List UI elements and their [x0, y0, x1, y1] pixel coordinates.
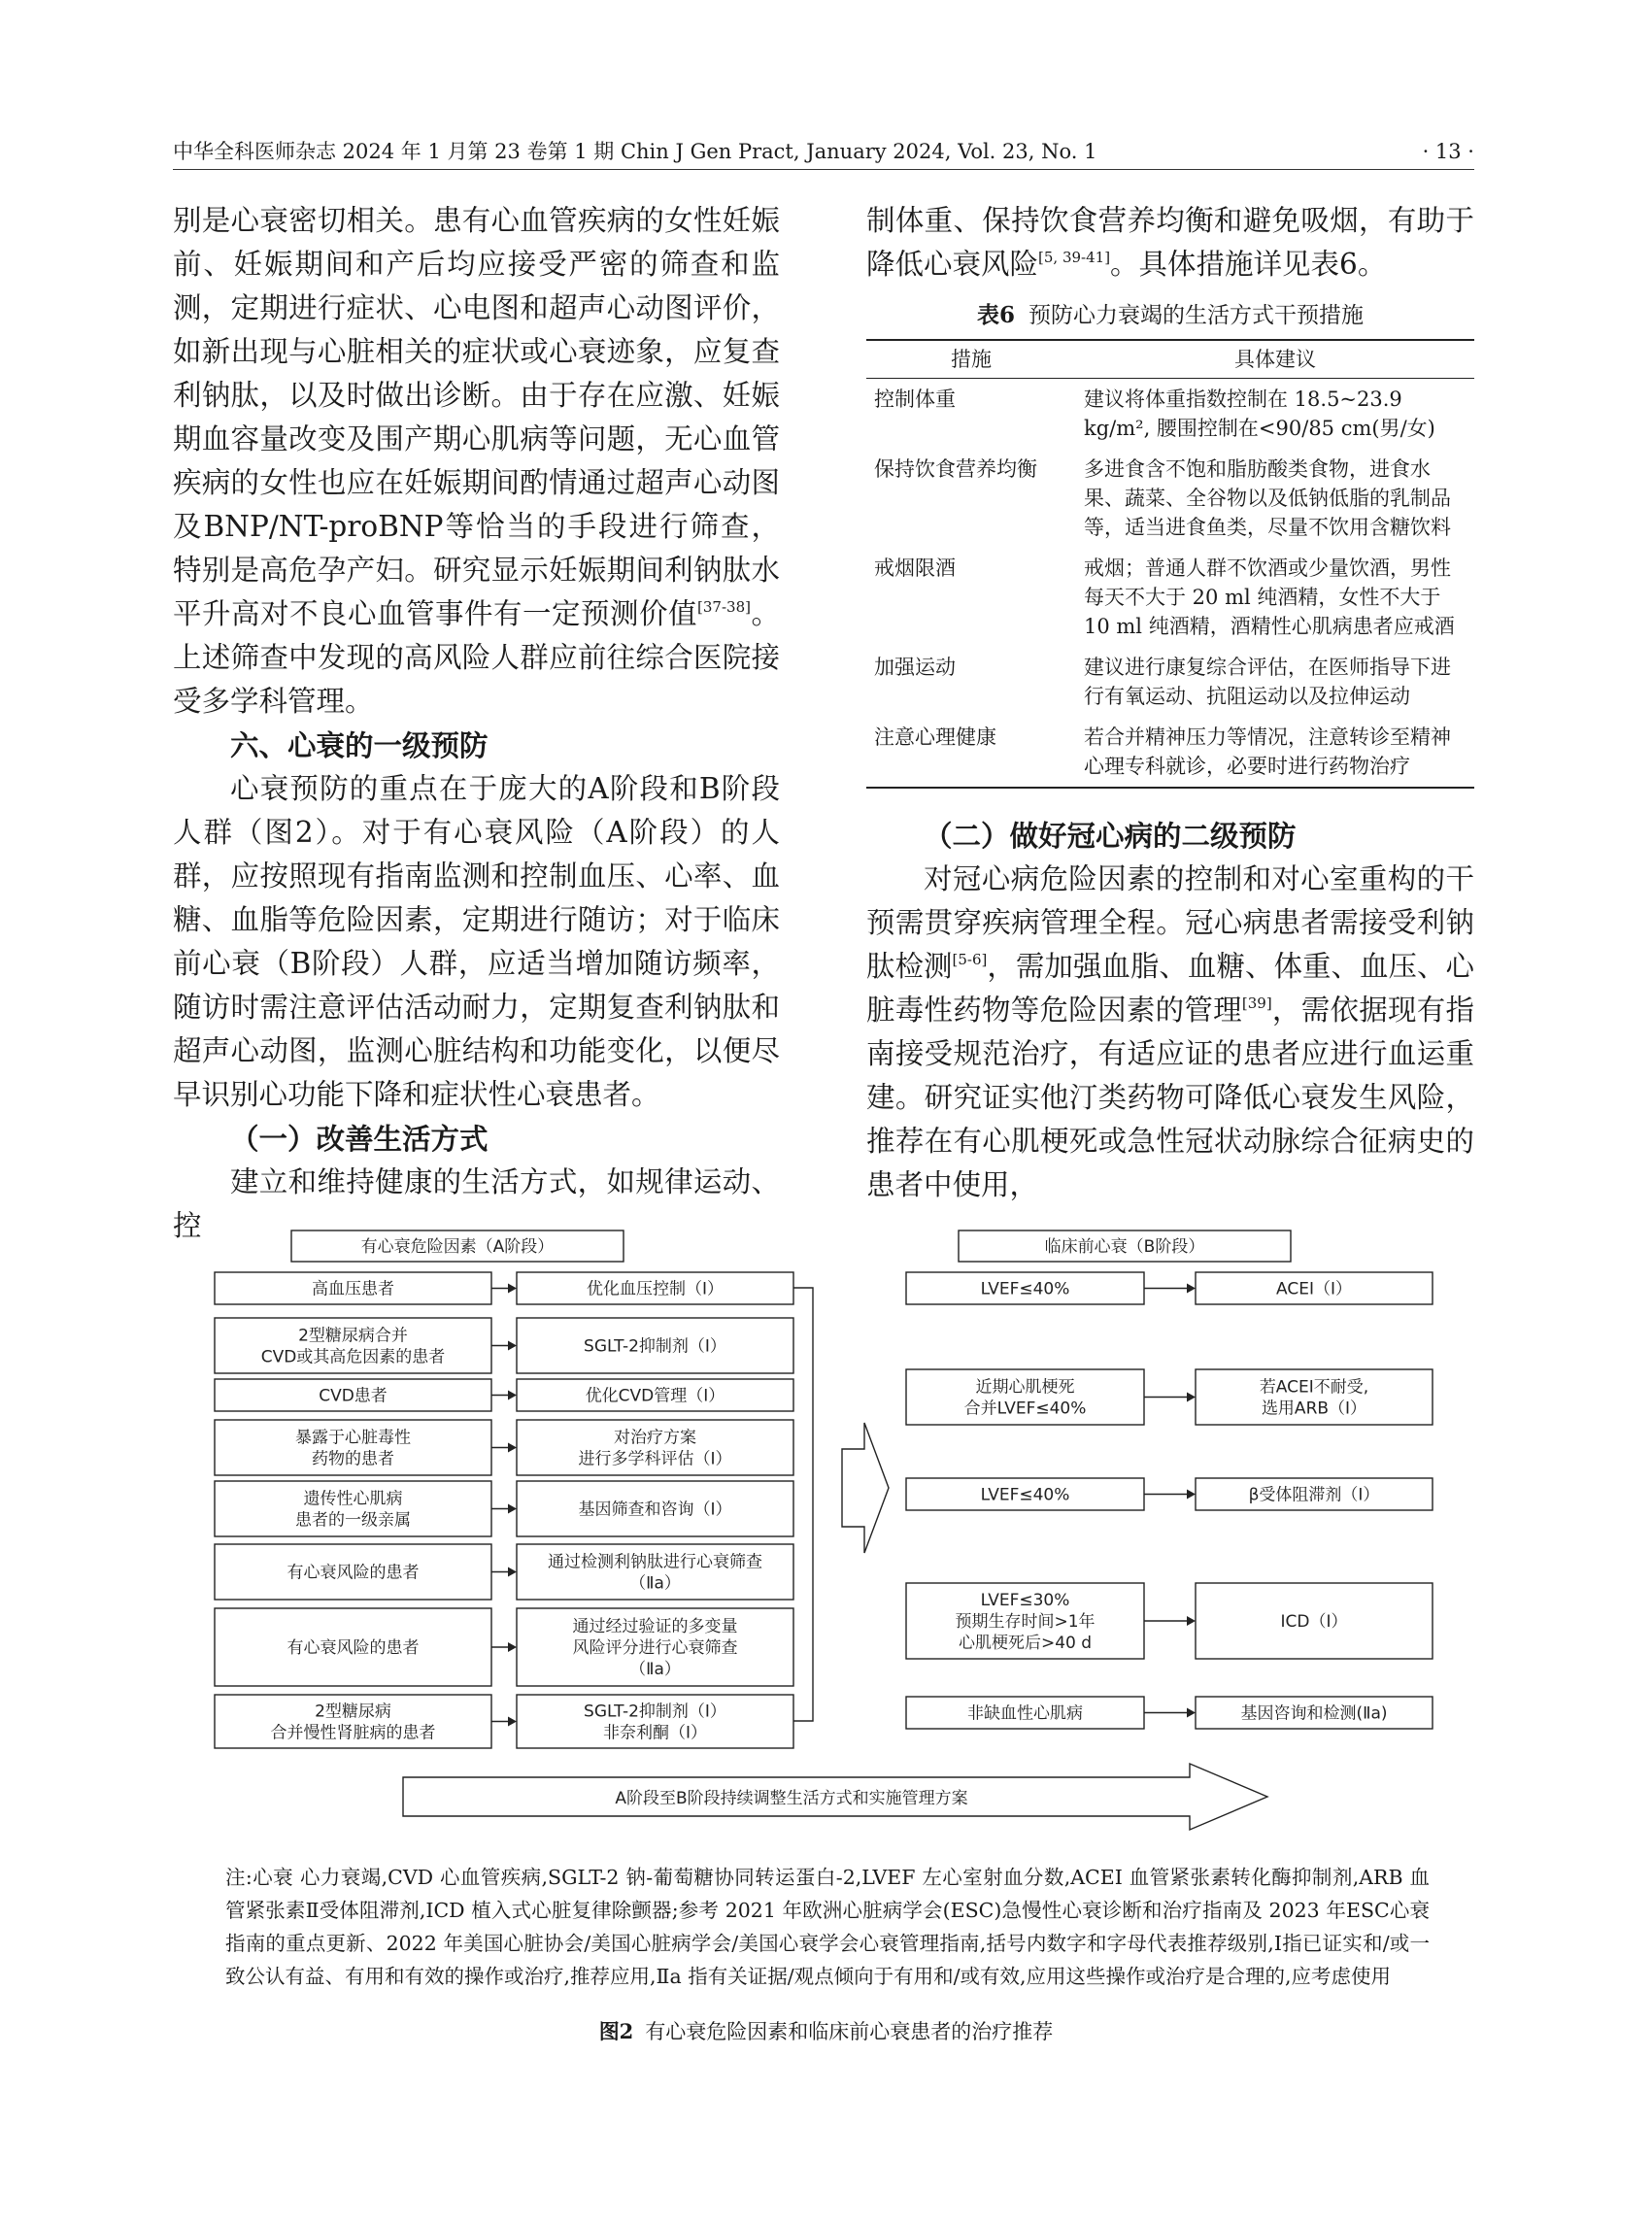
connector-arrow-head	[508, 1443, 517, 1453]
citation: [5, 39-41]	[1038, 249, 1111, 266]
figure-caption: 图2 有心衰危险因素和临床前心衰患者的治疗推荐	[598, 2019, 1054, 2043]
table-header: 具体建议	[1076, 340, 1474, 379]
stage-b-recommendation-label: 基因咨询和检测(Ⅱa)	[1240, 1703, 1388, 1724]
bracket-line	[793, 1288, 813, 1721]
stage-a-condition-label: 有心衰风险的患者	[287, 1563, 420, 1583]
running-header	[173, 134, 1474, 170]
connector-arrow-head	[508, 1504, 517, 1514]
page-number: · 13 ·	[1422, 140, 1474, 163]
measure-cell: 保持饮食营养均衡	[874, 457, 1037, 481]
connector-arrow-head	[508, 1341, 517, 1351]
stage-b-condition-label: LVEF≤40%	[980, 1279, 1070, 1299]
stage-a-recommendation-label: 基因筛查和咨询（Ⅰ）	[578, 1500, 732, 1520]
stage-b-recommendation-label: 选用ARB（Ⅰ）	[1261, 1399, 1367, 1419]
stage-a-recommendation-label: 对治疗方案	[614, 1428, 696, 1448]
paragraph: 制体重、保持饮食营养均衡和避免吸烟，有助于降低心衰风险[5, 39-41]。具体措施详见表6。	[866, 204, 1474, 281]
connector-arrow-head	[508, 1642, 517, 1652]
stage-a-recommendation-label: （Ⅱa）	[629, 1573, 681, 1594]
stage-a-condition-label: CVD患者	[319, 1386, 388, 1406]
connector-arrow-head	[508, 1568, 517, 1577]
measure-cell: 加强运动	[874, 656, 956, 679]
stage-a-recommendation-label: （Ⅱa）	[629, 1660, 681, 1679]
stage-b-title-label: 临床前心衰（B阶段）	[1044, 1237, 1205, 1257]
stage-a-recommendation-label: 风险评分进行心衰筛查	[572, 1638, 738, 1658]
citation: [5-6]	[952, 951, 988, 968]
stage-b-recommendation-label: 若ACEI不耐受,	[1259, 1377, 1369, 1398]
advice-cell: 戒烟；普通人群不饮酒或少量饮酒，男性每天不大于 20 ml 纯酒精，女性不大于 10 ml 纯酒精，酒精性心肌病患者应戒酒	[1084, 556, 1455, 638]
section-heading: 六、心衰的一级预防	[230, 728, 489, 762]
measure-cell: 戒烟限酒	[874, 556, 956, 580]
advice-cell: 建议进行康复综合评估，在医师指导下进行有氧运动、抗阻运动以及拉伸运动	[1084, 656, 1451, 708]
measure-cell: 控制体重	[874, 388, 956, 411]
bottom-arrow-label: A阶段至B阶段持续调整生活方式和实施管理方案	[615, 1789, 968, 1808]
table-title: 表6 预防心力衰竭的生活方式干预措施	[976, 302, 1364, 328]
table-row	[866, 449, 1474, 548]
figure-notes: 注:心衰 心力衰竭,CVD 心血管疾病,SGLT-2 钠-葡萄糖协同转运蛋白-2,LVEF 左心室射血分数,ACEI 血管紧张素转化酶抑制剂,ARB 血管紧张素Ⅱ受体阻滞剂,ICD 植入式心脏复律除颤器;参考 2021 年欧洲心脏病学会(ESC)急慢性心衰诊断和治疗指南及 2023 年ESC心衰指南的重点更新、2022 年美国心脏协会/美国心脏病学会/美国心衰学会心衰管理指南,括号内数字和字母代表推荐级别,Ⅰ指已证实和/或一致公认有益、有用和有效的操作或治疗,推荐应用,Ⅱa 指有关证据/观点倾向于有用和/或有效,应用这些操作或治疗是合理的,应考虑使用	[225, 1866, 1430, 1988]
stage-a-recommendation-label: 通过检测利钠肽进行心衰筛查	[548, 1552, 762, 1572]
table-row	[866, 548, 1474, 647]
stage-a-recommendation-label: SGLT-2抑制剂（Ⅰ）	[584, 1702, 726, 1722]
connector-arrow-head	[1187, 1708, 1196, 1718]
stage-b-condition-label: LVEF≤30%	[980, 1591, 1070, 1610]
connector-arrow-head	[1187, 1490, 1196, 1500]
stage-a-condition-label: 高血压患者	[312, 1279, 394, 1299]
stage-a-condition-label: 有心衰风险的患者	[287, 1638, 420, 1658]
connector-arrow-head	[1187, 1616, 1196, 1626]
stage-a-recommendation-label: 优化血压控制（Ⅰ）	[586, 1279, 725, 1299]
advice-cell: 建议将体重指数控制在 18.5~23.9 kg/m², 腰围控制在<90/85 cm(男/女)	[1084, 388, 1435, 440]
stage-a-condition-label: 合并慢性肾脏病的患者	[270, 1723, 436, 1743]
big-right-arrow	[842, 1423, 889, 1553]
table-header: 措施	[866, 340, 1076, 379]
flowchart-svg	[209, 1224, 1471, 1845]
paragraph: 别是心衰密切相关。患有心血管疾病的女性妊娠前、妊娠期间和产后均应接受严密的筛查和监测，定期进行症状、心电图和超声心动图评价，如新出现与心脏相关的症状或心衰迹象，应复查利钠肽，以及时做出诊断。由于存在应激、妊娠期血容量改变及围产期心肌病等问题，无心血管疾病的女性也应在妊娠期间酌情通过超声心动图及BNP/NT-proBNP等恰当的手段进行筛查，特别是高危孕产妇。研究显示妊娠期间利钠肽水平升高对不良心血管事件有一定预测价值[37-38]。上述筛查中发现的高风险人群应前往综合医院接受多学科管理。	[173, 204, 780, 718]
measure-cell: 注意心理健康	[866, 717, 1076, 788]
table-row	[866, 379, 1474, 450]
stage-a-condition-label: 患者的一级亲属	[295, 1510, 411, 1531]
stage-a-recommendation-label: 非奈利酮（Ⅰ）	[602, 1723, 708, 1743]
journal-info: 中华全科医师杂志 2024 年 1 月第 23 卷第 1 期 Chin J Gen Pract, January 2024, Vol. 23, No. 1	[173, 140, 1097, 163]
figure-2-flowchart	[209, 1224, 1471, 1845]
citation: [37-38]	[697, 598, 751, 616]
stage-b-condition-label: 近期心肌梗死	[975, 1377, 1075, 1398]
connector-arrow-head	[508, 1284, 517, 1294]
stage-b-condition-label: 心肌梗死后>40 d	[958, 1634, 1093, 1653]
stage-b-condition-label: 预期生存时间>1年	[955, 1612, 1096, 1632]
advice-cell: 多进食含不饱和脂肪酸类食物，进食水果、蔬菜、全谷物以及低钠低脂的乳制品等，适当进食鱼类，尽量不饮用含糖饮料	[1084, 457, 1451, 539]
stage-a-recommendation-label: 通过经过验证的多变量	[572, 1617, 738, 1636]
stage-b-condition-label: 合并LVEF≤40%	[963, 1399, 1087, 1419]
stage-b-condition-label: LVEF≤40%	[980, 1485, 1070, 1505]
connector-arrow-head	[1187, 1393, 1196, 1402]
stage-a-recommendation-label: 进行多学科评估（Ⅰ）	[578, 1449, 732, 1469]
stage-a-condition-label: 药物的患者	[312, 1449, 394, 1469]
stage-b-recommendation-label: ACEI（Ⅰ）	[1276, 1279, 1352, 1299]
stage-a-title-label: 有心衰危险因素（A阶段）	[360, 1237, 555, 1257]
stage-b-condition-label: 非缺血性心肌病	[967, 1703, 1083, 1724]
stage-b-recommendation-label: β受体阻滞剂（Ⅰ）	[1248, 1485, 1380, 1505]
table-row	[866, 647, 1474, 717]
lifestyle-table	[866, 339, 1474, 789]
right-column	[866, 199, 1474, 1207]
paragraph: 建立和维持健康的生活方式，如规律运动、控	[173, 1165, 780, 1242]
advice-cell: 若合并精神压力等情况，注意转诊至精神心理专科就诊，必要时进行药物治疗	[1076, 717, 1474, 788]
paragraph: 对冠心病危险因素的控制和对心室重构的干预需贯穿疾病管理全程。冠心病患者需接受利钠肽检测[5-6]，需加强血脂、血糖、体重、血压、心脏毒性药物等危险因素的管理[39]，需依据现有指南接受规范治疗，有适应证的患者应进行血运重建。研究证实他汀类药物可降低心衰发生风险，推荐在有心肌梗死或急性冠状动脉综合征病史的患者中使用，	[866, 862, 1474, 1201]
stage-b-recommendation-label: ICD（Ⅰ）	[1280, 1612, 1348, 1632]
stage-a-recommendation-label: 优化CVD管理（Ⅰ）	[585, 1386, 725, 1406]
stage-a-condition-label: 遗传性心肌病	[303, 1489, 403, 1509]
stage-a-condition-label: 2型糖尿病	[315, 1702, 391, 1722]
paragraph: 心衰预防的重点在于庞大的A阶段和B阶段人群（图2）。对于有心衰风险（A阶段）的人群，应按照现有指南监测和控制血压、心率、血糖、血脂等危险因素，定期进行随访；对于临床前心衰（B阶段）人群，应适当增加随访频率，随访时需注意评估活动耐力，定期复查利钠肽和超声心动图，监测心脏结构和功能变化，以便尽早识别心功能下降和症状性心衰患者。	[173, 772, 780, 1111]
citation: [39]	[1241, 995, 1272, 1012]
connector-arrow-head	[508, 1717, 517, 1727]
subsection-heading: （二）做好冠心病的二级预防	[924, 819, 1297, 853]
left-column	[173, 199, 780, 1248]
stage-a-condition-label: 暴露于心脏毒性	[295, 1428, 411, 1448]
table-row	[866, 717, 1474, 788]
stage-a-condition-label: CVD或其高危因素的患者	[260, 1347, 446, 1367]
connector-arrow-head	[1187, 1284, 1196, 1294]
stage-a-recommendation-label: SGLT-2抑制剂（Ⅰ）	[584, 1336, 726, 1357]
connector-arrow-head	[508, 1391, 517, 1400]
subsection-heading: （一）改善生活方式	[230, 1122, 489, 1156]
stage-a-condition-label: 2型糖尿病合并	[298, 1326, 408, 1346]
